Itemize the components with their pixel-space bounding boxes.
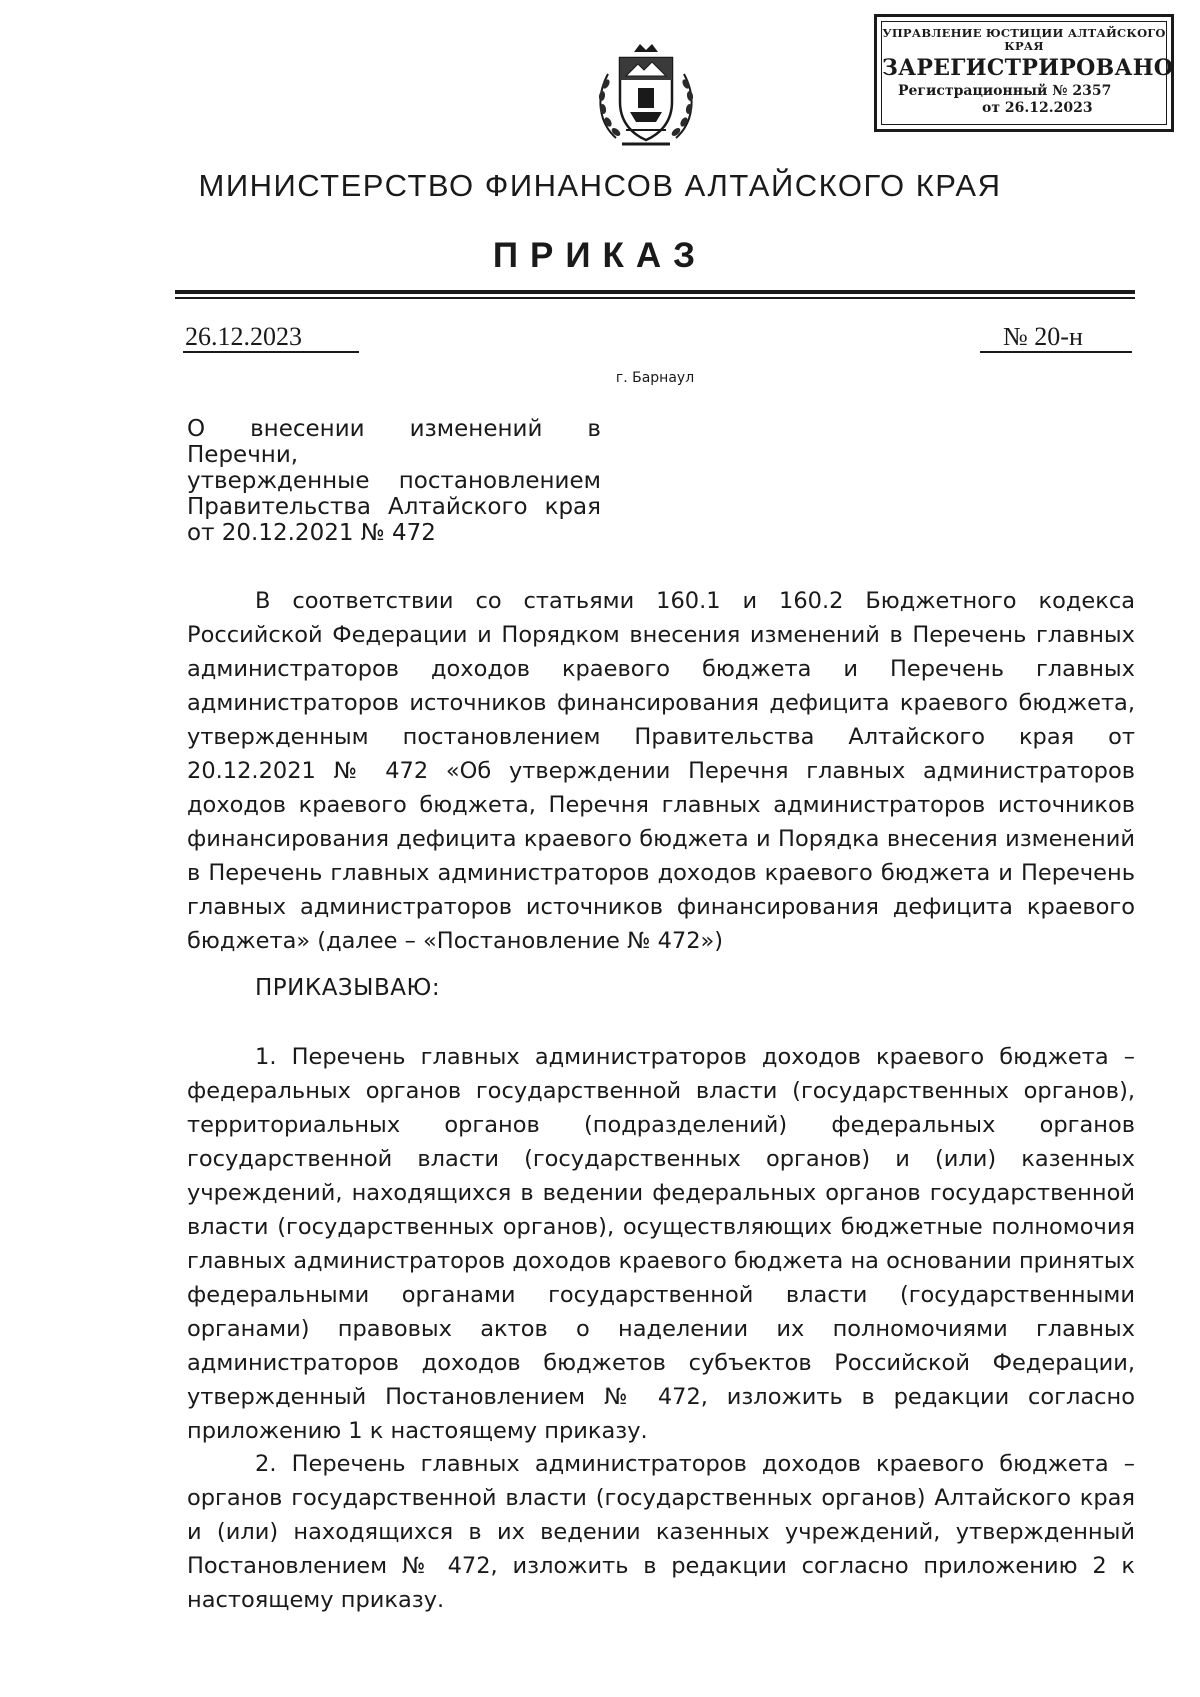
preamble-block bbox=[187, 584, 1135, 958]
header-rule-thick bbox=[175, 290, 1135, 294]
item-2-block bbox=[187, 1447, 1135, 1617]
stamp-registration-number: Регистрационный № 2357 bbox=[898, 83, 1112, 99]
number-underline bbox=[980, 351, 1132, 353]
document-type: ПРИКАЗ bbox=[492, 236, 708, 275]
document-city: г. Барнаул bbox=[615, 370, 695, 386]
document-subject bbox=[187, 416, 601, 546]
registration-stamp bbox=[874, 14, 1174, 132]
item-1-paragraph: 1. Перечень главных администраторов доходов краевого бюджета – федеральных органов государственной власти (государственных органов), территориальных органов (подразделений) федеральных органов государственной власти (государственных органов) и (или) казенных учреждений, находящихся в ведении федеральных органов государственной власти (государственных органов), осуществляющих бюджетные полномочия главных администраторов доходов краевого бюджета на основании принятых федеральными органами государственной власти (государственными органами) правовых актов о наделении их полномочиями главных администраторов доходов бюджетов субъектов Российской Федерации, утвержденный Постановлением № 472, изложить в редакции согласно приложению 1 к настоящему приказу. bbox=[187, 1044, 1135, 1444]
coat-of-arms-icon bbox=[586, 36, 706, 156]
preamble-paragraph: В соответствии со статьями 160.1 и 160.2 Бюджетного кодекса Российской Федерации и Порядком внесения изменений в Перечень главных администраторов доходов краевого бюджета и Перечень главных администраторов источников финансирования дефицита краевого бюджета, утвержденным постановлением Правительства Алтайского края от 20.12.2021 № 472 «Об утверждении Перечня главных администраторов доходов краевого бюджета, Перечня главных администраторов источников финансирования дефицита краевого бюджета и Порядка внесения изменений в Перечень главных администраторов доходов краевого бюджета и Перечень главных администраторов источников финансирования дефицита краевого бюджета» (далее – «Постановление № 472») bbox=[187, 588, 1135, 954]
subject-line: от 20.12.2021 № 472 bbox=[187, 520, 436, 546]
ministry-title: МИНИСТЕРСТВО ФИНАНСОВ АЛТАЙСКОГО КРАЯ bbox=[198, 168, 1002, 203]
header-rule-thin bbox=[175, 297, 1135, 299]
item-2-paragraph: 2. Перечень главных администраторов доходов краевого бюджета – органов государственной власти (государственных органов) Алтайского края и (или) находящихся в их ведении казенных учреждений, утвержденный Постановлением № 472, изложить в редакции согласно приложению 2 к настоящему приказу. bbox=[187, 1451, 1135, 1613]
stamp-organization: УПРАВЛЕНИЕ ЮСТИЦИИ АЛТАЙСКОГО КРАЯ bbox=[882, 26, 1166, 53]
subject-line: Правительства Алтайского края bbox=[187, 494, 601, 520]
stamp-status: ЗАРЕГИСТРИРОВАНО bbox=[882, 55, 1174, 81]
stamp-registration-date: от 26.12.2023 bbox=[982, 100, 1093, 116]
subject-line: О внесении изменений в Перечни, bbox=[187, 416, 601, 468]
document-number: № 20-н bbox=[1003, 322, 1083, 351]
item-1-block bbox=[187, 1040, 1135, 1448]
date-underline bbox=[183, 351, 359, 353]
document-date: 26.12.2023 bbox=[185, 322, 302, 351]
registration-stamp-inner bbox=[881, 21, 1174, 125]
subject-line: утвержденные постановлением bbox=[187, 468, 601, 494]
order-heading: ПРИКАЗЫВАЮ: bbox=[255, 975, 441, 1001]
